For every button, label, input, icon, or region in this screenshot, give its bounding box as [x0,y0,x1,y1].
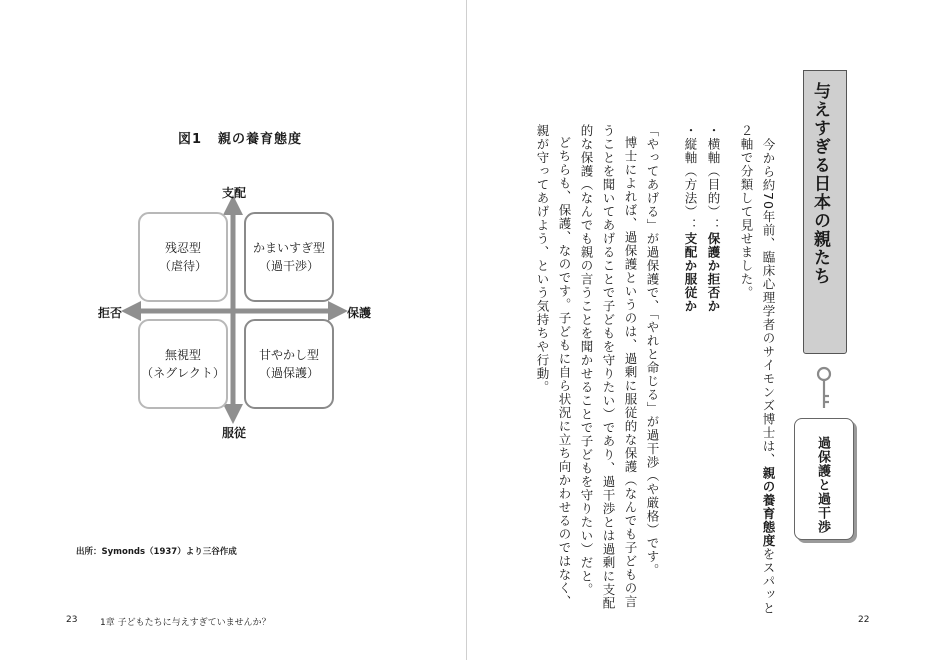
bullet-item [703,124,723,313]
quadrant-bottom-left-name: 無視型 [164,348,201,362]
body-line: どちらも、保護、なのです。子どもに自ら状況に立ち向かわせるのではなく、 [557,136,572,609]
figure-source: 出所：Symonds（1937）より三谷作成 [76,547,237,557]
axis-label-bottom: 服従 [222,426,247,440]
chapter-title: 与えすぎる日本の親たち [810,82,830,286]
quadrant-bottom-right [244,319,334,409]
key-icon [815,366,833,410]
body-line: 的な保護（なんでも親の言うことを聞かせることで子どもを守りたい）だと。 [579,124,594,597]
page-gutter [466,0,467,660]
axis-label-right: 保護 [347,306,372,320]
quadrant-top-right-note: （過干渉） [258,259,319,273]
quadrant-bottom-left-note: （ネグレクト） [141,366,225,380]
body-line: 博士によれば、過保護というのは、過剰に服従的な保護（なんでも子どもの言 [623,136,638,609]
quadrant-bottom-right-name: 甘やかし型 [258,348,319,362]
body-line: ２軸で分類して見せました。 [739,124,754,300]
body-text: をスパッと [761,547,776,615]
axis-label-left: 拒否 [98,306,123,320]
figure-title-text: 親の養育態度 [218,132,303,147]
bullet-emphasis: 保護か拒否か [706,232,721,313]
page-number-right: 22 [858,615,870,625]
quadrant-bottom-left [138,319,228,409]
body-line: 「やってあげる」が過保護で、「やれと命じる」が過干渉（や厳格）です。 [645,124,660,577]
page-number-left: 23 [66,615,78,625]
axis-label-top: 支配 [222,186,247,200]
running-head: 1章 子どもたちに与えすぎていませんか？ [100,618,271,628]
subsection-title: 過保護と過干渉 [815,436,830,534]
figure-label: 図1 [178,132,203,147]
quadrant-top-right [244,212,334,302]
bullet-label: ・横軸（目的）： [706,124,721,232]
body-line [758,138,778,615]
bullet-label: ・縦軸（方法）： [683,124,698,232]
body-text: 今から約70年前、臨床心理学者のサイモンズ博士は、 [761,138,776,467]
bullet-item [680,124,700,313]
body-emphasis: 親の養育態度 [761,466,776,548]
quadrant-bottom-right-note: （過保護） [258,366,319,380]
quadrant-top-left-name: 残忍型 [164,241,201,255]
body-line: うことを聞いてあげることで子どもを守りたい）であり、過干渉とは過剰に支配 [601,124,616,610]
quadrant-top-left-note: （虐待） [158,259,207,273]
body-line: 親が守ってあげよう、という気持ちや行動。 [535,124,550,394]
bullet-emphasis: 支配か服従か [683,232,698,313]
quadrant-top-right-name: かまいすぎ型 [252,241,325,255]
quadrant-top-left [138,212,228,302]
